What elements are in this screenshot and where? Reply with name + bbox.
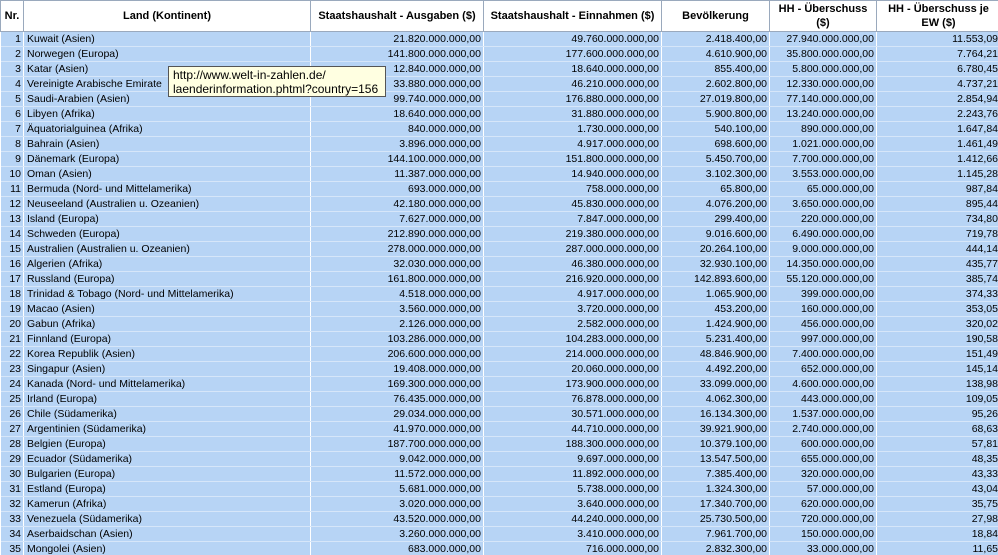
cell-nr[interactable]: 21 [1,332,24,347]
cell-nr[interactable]: 20 [1,317,24,332]
cell-land[interactable]: Kamerun (Afrika) [24,497,311,512]
cell-ueberschuss[interactable]: 890.000.000,00 [770,122,877,137]
cell-ausgaben[interactable]: 278.000.000.000,00 [311,242,484,257]
cell-ausgaben[interactable]: 3.560.000.000,00 [311,302,484,317]
header-ausgaben[interactable]: Staatshaushalt - Ausgaben ($) [311,1,484,32]
cell-ueberschuss-je-ew[interactable]: 48,35 [877,452,998,467]
cell-ueberschuss[interactable]: 57.000.000,00 [770,482,877,497]
cell-land[interactable]: Estland (Europa) [24,482,311,497]
cell-ausgaben[interactable]: 43.520.000.000,00 [311,512,484,527]
cell-bevoelkerung[interactable]: 540.100,00 [662,122,770,137]
cell-ueberschuss[interactable]: 5.800.000.000,00 [770,62,877,77]
cell-ueberschuss[interactable]: 77.140.000.000,00 [770,92,877,107]
table-row [1,242,998,257]
cell-ausgaben[interactable]: 161.800.000.000,00 [311,272,484,287]
cell-ueberschuss[interactable]: 220.000.000,00 [770,212,877,227]
cell-land[interactable]: Gabun (Afrika) [24,317,311,332]
cell-ueberschuss[interactable]: 443.000.000,00 [770,392,877,407]
table-row [1,62,998,77]
cell-ueberschuss[interactable]: 620.000.000,00 [770,497,877,512]
cell-ausgaben[interactable]: 29.034.000.000,00 [311,407,484,422]
cell-land[interactable]: Vereinigte Arabische Emirate [24,77,311,92]
cell-nr[interactable]: 11 [1,182,24,197]
cell-ueberschuss[interactable]: 720.000.000,00 [770,512,877,527]
cell-nr[interactable]: 10 [1,167,24,182]
cell-land[interactable]: Finnland (Europa) [24,332,311,347]
cell-ausgaben[interactable]: 12.840.000.000,00 [311,62,484,77]
cell-einnahmen[interactable]: 4.917.000.000,00 [484,137,662,152]
cell-ausgaben[interactable]: 169.300.000.000,00 [311,377,484,392]
cell-ausgaben[interactable]: 141.800.000.000,00 [311,47,484,62]
cell-einnahmen[interactable]: 177.600.000.000,00 [484,47,662,62]
cell-ueberschuss[interactable]: 65.000.000,00 [770,182,877,197]
cell-ueberschuss-je-ew[interactable]: 1.412,66 [877,152,998,167]
cell-bevoelkerung[interactable]: 27.019.800,00 [662,92,770,107]
cell-ausgaben[interactable]: 32.030.000.000,00 [311,257,484,272]
cell-land[interactable]: Island (Europa) [24,212,311,227]
cell-einnahmen[interactable]: 9.697.000.000,00 [484,452,662,467]
cell-ausgaben[interactable]: 33.880.000.000,00 [311,77,484,92]
cell-land[interactable]: Ecuador (Südamerika) [24,452,311,467]
cell-land[interactable]: Kanada (Nord- und Mittelamerika) [24,377,311,392]
cell-land[interactable]: Schweden (Europa) [24,227,311,242]
header-ueberschuss-je-ew-line1: HH - Überschuss je [888,3,989,15]
cell-einnahmen[interactable]: 216.920.000.000,00 [484,272,662,287]
header-ueberschuss-je-ew[interactable] [877,1,998,32]
cell-ausgaben[interactable]: 9.042.000.000,00 [311,452,484,467]
cell-ausgaben[interactable]: 144.100.000.000,00 [311,152,484,167]
table-row [1,542,998,555]
table-row [1,107,998,122]
cell-land[interactable]: Korea Republik (Asien) [24,347,311,362]
table-row [1,137,998,152]
cell-land[interactable]: Kuwait (Asien) [24,32,311,47]
cell-ueberschuss-je-ew[interactable]: 444,14 [877,242,998,257]
cell-ueberschuss-je-ew[interactable]: 35,75 [877,497,998,512]
cell-einnahmen[interactable]: 46.380.000.000,00 [484,257,662,272]
cell-nr[interactable]: 16 [1,257,24,272]
cell-ueberschuss-je-ew[interactable]: 734,80 [877,212,998,227]
cell-bevoelkerung[interactable]: 4.492.200,00 [662,362,770,377]
cell-nr[interactable]: 26 [1,407,24,422]
cell-ueberschuss-je-ew[interactable]: 385,74 [877,272,998,287]
cell-nr[interactable]: 17 [1,272,24,287]
cell-einnahmen[interactable]: 173.900.000.000,00 [484,377,662,392]
cell-ausgaben[interactable]: 19.408.000.000,00 [311,362,484,377]
cell-land[interactable]: Venezuela (Südamerika) [24,512,311,527]
cell-bevoelkerung[interactable]: 4.076.200,00 [662,197,770,212]
cell-einnahmen[interactable]: 1.730.000.000,00 [484,122,662,137]
cell-ausgaben[interactable]: 2.126.000.000,00 [311,317,484,332]
cell-nr[interactable]: 18 [1,287,24,302]
cell-bevoelkerung[interactable]: 48.846.900,00 [662,347,770,362]
cell-nr[interactable]: 31 [1,482,24,497]
table-row [1,422,998,437]
table-row [1,212,998,227]
cell-einnahmen[interactable]: 14.940.000.000,00 [484,167,662,182]
cell-ueberschuss-je-ew[interactable]: 719,78 [877,227,998,242]
header-ueberschuss[interactable] [770,1,877,32]
cell-ueberschuss-je-ew[interactable]: 435,77 [877,257,998,272]
table-row [1,392,998,407]
cell-ueberschuss-je-ew[interactable]: 11,65 [877,542,998,555]
cell-ueberschuss-je-ew[interactable]: 43,04 [877,482,998,497]
cell-bevoelkerung[interactable]: 299.400,00 [662,212,770,227]
cell-ausgaben[interactable]: 206.600.000.000,00 [311,347,484,362]
cell-ausgaben[interactable]: 4.518.000.000,00 [311,287,484,302]
cell-ueberschuss[interactable]: 600.000.000,00 [770,437,877,452]
cell-ueberschuss[interactable]: 35.800.000.000,00 [770,47,877,62]
cell-nr[interactable]: 19 [1,302,24,317]
cell-ausgaben[interactable]: 76.435.000.000,00 [311,392,484,407]
cell-ueberschuss[interactable]: 320.000.000,00 [770,467,877,482]
cell-bevoelkerung[interactable]: 2.832.300,00 [662,542,770,555]
cell-ueberschuss[interactable]: 655.000.000,00 [770,452,877,467]
cell-ueberschuss[interactable]: 27.940.000.000,00 [770,32,877,47]
cell-einnahmen[interactable]: 76.878.000.000,00 [484,392,662,407]
cell-ausgaben[interactable]: 21.820.000.000,00 [311,32,484,47]
cell-ausgaben[interactable]: 7.627.000.000,00 [311,212,484,227]
cell-nr[interactable]: 12 [1,197,24,212]
cell-ausgaben[interactable]: 187.700.000.000,00 [311,437,484,452]
cell-ueberschuss-je-ew[interactable]: 4.737,21 [877,77,998,92]
cell-ueberschuss-je-ew[interactable]: 374,33 [877,287,998,302]
cell-ueberschuss[interactable]: 997.000.000,00 [770,332,877,347]
header-ueberschuss-line1: HH - Überschuss [778,3,868,15]
cell-ueberschuss[interactable]: 1.537.000.000,00 [770,407,877,422]
cell-ueberschuss-je-ew[interactable]: 987,84 [877,182,998,197]
table-row [1,47,998,62]
cell-nr[interactable]: 6 [1,107,24,122]
cell-bevoelkerung[interactable]: 65.800,00 [662,182,770,197]
table-row [1,482,998,497]
cell-ausgaben[interactable]: 5.681.000.000,00 [311,482,484,497]
table-row [1,167,998,182]
cell-bevoelkerung[interactable]: 142.893.600,00 [662,272,770,287]
cell-ueberschuss-je-ew[interactable]: 2.854,94 [877,92,998,107]
cell-land[interactable]: Oman (Asien) [24,167,311,182]
cell-einnahmen[interactable]: 44.710.000.000,00 [484,422,662,437]
cell-land[interactable]: Norwegen (Europa) [24,47,311,62]
cell-ausgaben[interactable]: 41.970.000.000,00 [311,422,484,437]
cell-ueberschuss-je-ew[interactable]: 1.461,49 [877,137,998,152]
cell-bevoelkerung[interactable]: 10.379.100,00 [662,437,770,452]
cell-ueberschuss[interactable]: 14.350.000.000,00 [770,257,877,272]
link-tooltip [168,66,386,97]
table-row [1,437,998,452]
cell-nr[interactable]: 8 [1,137,24,152]
cell-nr[interactable]: 32 [1,497,24,512]
table-row [1,152,998,167]
cell-ueberschuss-je-ew[interactable]: 43,33 [877,467,998,482]
table-row [1,272,998,287]
cell-bevoelkerung[interactable]: 2.418.400,00 [662,32,770,47]
cell-ueberschuss-je-ew[interactable]: 1.647,84 [877,122,998,137]
cell-ueberschuss-je-ew[interactable]: 7.764,21 [877,47,998,62]
cell-ueberschuss-je-ew[interactable]: 27,98 [877,512,998,527]
cell-ueberschuss[interactable]: 7.700.000.000,00 [770,152,877,167]
cell-ausgaben[interactable]: 3.260.000.000,00 [311,527,484,542]
cell-einnahmen[interactable]: 46.210.000.000,00 [484,77,662,92]
cell-ausgaben[interactable]: 103.286.000.000,00 [311,332,484,347]
cell-einnahmen[interactable]: 4.917.000.000,00 [484,287,662,302]
table-row [1,257,998,272]
table-body [1,32,998,555]
cell-ueberschuss[interactable]: 160.000.000,00 [770,302,877,317]
cell-einnahmen[interactable]: 2.582.000.000,00 [484,317,662,332]
cell-land[interactable]: Australien (Australien u. Ozeanien) [24,242,311,257]
table-row [1,122,998,137]
table-row [1,182,998,197]
cell-einnahmen[interactable]: 287.000.000.000,00 [484,242,662,257]
cell-einnahmen[interactable]: 18.640.000.000,00 [484,62,662,77]
table-row [1,452,998,467]
header-bevoelkerung[interactable]: Bevölkerung [662,1,770,32]
cell-bevoelkerung[interactable]: 5.450.700,00 [662,152,770,167]
cell-nr[interactable]: 4 [1,77,24,92]
cell-nr[interactable]: 1 [1,32,24,47]
cell-land[interactable]: Aserbaidschan (Asien) [24,527,311,542]
cell-ausgaben[interactable]: 11.572.000.000,00 [311,467,484,482]
cell-nr[interactable]: 3 [1,62,24,77]
header-ueberschuss-je-ew-line2: EW ($) [921,17,956,29]
cell-bevoelkerung[interactable]: 20.264.100,00 [662,242,770,257]
cell-land[interactable]: Algerien (Afrika) [24,257,311,272]
cell-land[interactable]: Singapur (Asien) [24,362,311,377]
cell-einnahmen[interactable]: 20.060.000.000,00 [484,362,662,377]
table-row [1,497,998,512]
cell-bevoelkerung[interactable]: 9.016.600,00 [662,227,770,242]
cell-nr[interactable]: 13 [1,212,24,227]
cell-bevoelkerung[interactable]: 1.324.300,00 [662,482,770,497]
cell-ueberschuss[interactable]: 9.000.000.000,00 [770,242,877,257]
table-row [1,332,998,347]
cell-ueberschuss[interactable]: 3.553.000.000,00 [770,167,877,182]
cell-bevoelkerung[interactable]: 39.921.900,00 [662,422,770,437]
cell-nr[interactable]: 24 [1,377,24,392]
cell-einnahmen[interactable]: 3.640.000.000,00 [484,497,662,512]
cell-einnahmen[interactable]: 45.830.000.000,00 [484,197,662,212]
cell-ueberschuss[interactable]: 150.000.000,00 [770,527,877,542]
cell-land[interactable]: Russland (Europa) [24,272,311,287]
cell-nr[interactable]: 14 [1,227,24,242]
cell-nr[interactable]: 29 [1,452,24,467]
cell-einnahmen[interactable]: 716.000.000,00 [484,542,662,555]
cell-einnahmen[interactable]: 7.847.000.000,00 [484,212,662,227]
header-row [1,1,998,32]
cell-einnahmen[interactable]: 214.000.000.000,00 [484,347,662,362]
cell-land[interactable]: Trinidad & Tobago (Nord- und Mittelamerika) [24,287,311,302]
cell-ueberschuss-je-ew[interactable]: 95,26 [877,407,998,422]
cell-bevoelkerung[interactable]: 32.930.100,00 [662,257,770,272]
cell-einnahmen[interactable]: 5.738.000.000,00 [484,482,662,497]
table-row [1,32,998,47]
cell-bevoelkerung[interactable]: 1.065.900,00 [662,287,770,302]
cell-land[interactable]: Irland (Europa) [24,392,311,407]
table-row [1,287,998,302]
cell-land[interactable]: Libyen (Afrika) [24,107,311,122]
cell-bevoelkerung[interactable]: 855.400,00 [662,62,770,77]
cell-einnahmen[interactable]: 49.760.000.000,00 [484,32,662,47]
cell-ueberschuss[interactable]: 456.000.000,00 [770,317,877,332]
cell-ueberschuss[interactable]: 4.600.000.000,00 [770,377,877,392]
cell-ueberschuss[interactable]: 55.120.000.000,00 [770,272,877,287]
table-header [1,1,998,32]
cell-ueberschuss-je-ew[interactable]: 6.780,45 [877,62,998,77]
cell-nr[interactable]: 25 [1,392,24,407]
cell-ueberschuss[interactable]: 3.650.000.000,00 [770,197,877,212]
cell-land[interactable]: Chile (Südamerika) [24,407,311,422]
cell-ueberschuss-je-ew[interactable]: 145,14 [877,362,998,377]
cell-bevoelkerung[interactable]: 7.385.400,00 [662,467,770,482]
cell-land[interactable]: Bermuda (Nord- und Mittelamerika) [24,182,311,197]
cell-einnahmen[interactable]: 176.880.000.000,00 [484,92,662,107]
cell-bevoelkerung[interactable]: 3.102.300,00 [662,167,770,182]
table-row [1,302,998,317]
cell-land[interactable]: Macao (Asien) [24,302,311,317]
cell-ueberschuss-je-ew[interactable]: 18,84 [877,527,998,542]
cell-land[interactable]: Mongolei (Asien) [24,542,311,555]
table-row [1,362,998,377]
cell-ueberschuss[interactable]: 6.490.000.000,00 [770,227,877,242]
cell-einnahmen[interactable]: 3.720.000.000,00 [484,302,662,317]
cell-land[interactable]: Bahrain (Asien) [24,137,311,152]
cell-ueberschuss[interactable]: 33.000.000,00 [770,542,877,555]
cell-ausgaben[interactable]: 99.740.000.000,00 [311,92,484,107]
cell-einnahmen[interactable]: 3.410.000.000,00 [484,527,662,542]
cell-bevoelkerung[interactable]: 2.602.800,00 [662,77,770,92]
cell-ausgaben[interactable]: 212.890.000.000,00 [311,227,484,242]
table-row [1,197,998,212]
cell-ueberschuss-je-ew[interactable]: 11.553,09 [877,32,998,47]
cell-bevoelkerung[interactable]: 33.099.000,00 [662,377,770,392]
cell-nr[interactable]: 34 [1,527,24,542]
cell-nr[interactable]: 28 [1,437,24,452]
cell-land[interactable]: Dänemark (Europa) [24,152,311,167]
cell-nr[interactable]: 23 [1,362,24,377]
tooltip-line-1: http://www.welt-in-zahlen.de/ [173,68,326,82]
cell-land[interactable]: Bulgarien (Europa) [24,467,311,482]
table-row [1,377,998,392]
header-ueberschuss-line2: ($) [816,17,830,29]
cell-einnahmen[interactable]: 104.283.000.000,00 [484,332,662,347]
cell-land[interactable]: Katar (Asien) [24,62,311,77]
cell-einnahmen[interactable]: 151.800.000.000,00 [484,152,662,167]
cell-ausgaben[interactable]: 42.180.000.000,00 [311,197,484,212]
cell-land[interactable]: Neuseeland (Australien u. Ozeanien) [24,197,311,212]
cell-ueberschuss[interactable]: 399.000.000,00 [770,287,877,302]
cell-bevoelkerung[interactable]: 17.340.700,00 [662,497,770,512]
cell-bevoelkerung[interactable]: 698.600,00 [662,137,770,152]
cell-ueberschuss[interactable]: 12.330.000.000,00 [770,77,877,92]
cell-ueberschuss-je-ew[interactable]: 320,02 [877,317,998,332]
cell-einnahmen[interactable]: 11.892.000.000,00 [484,467,662,482]
cell-einnahmen[interactable]: 219.380.000.000,00 [484,227,662,242]
cell-nr[interactable]: 22 [1,347,24,362]
cell-ausgaben[interactable]: 11.387.000.000,00 [311,167,484,182]
table-row [1,92,998,107]
cell-einnahmen[interactable]: 188.300.000.000,00 [484,437,662,452]
cell-ueberschuss[interactable]: 1.021.000.000,00 [770,137,877,152]
cell-nr[interactable]: 7 [1,122,24,137]
header-nr[interactable]: Nr. [1,1,24,32]
cell-ueberschuss-je-ew[interactable]: 68,63 [877,422,998,437]
cell-ausgaben[interactable]: 683.000.000,00 [311,542,484,555]
table-row [1,407,998,422]
cell-ausgaben[interactable]: 3.020.000.000,00 [311,497,484,512]
cell-land[interactable]: Saudi-Arabien (Asien) [24,92,311,107]
cell-bevoelkerung[interactable]: 453.200,00 [662,302,770,317]
cell-bevoelkerung[interactable]: 4.610.900,00 [662,47,770,62]
cell-ueberschuss-je-ew[interactable]: 109,05 [877,392,998,407]
table-row [1,77,998,92]
table-row [1,347,998,362]
cell-ausgaben[interactable]: 3.896.000.000,00 [311,137,484,152]
cell-ueberschuss[interactable]: 13.240.000.000,00 [770,107,877,122]
cell-nr[interactable]: 30 [1,467,24,482]
cell-bevoelkerung[interactable]: 4.062.300,00 [662,392,770,407]
header-land[interactable]: Land (Kontinent) [24,1,311,32]
cell-land[interactable]: Belgien (Europa) [24,437,311,452]
cell-bevoelkerung[interactable]: 5.231.400,00 [662,332,770,347]
cell-nr[interactable]: 27 [1,422,24,437]
table-row [1,227,998,242]
cell-nr[interactable]: 33 [1,512,24,527]
table-row [1,512,998,527]
cell-nr[interactable]: 35 [1,542,24,555]
cell-bevoelkerung[interactable]: 7.961.700,00 [662,527,770,542]
cell-ausgaben[interactable]: 840.000.000,00 [311,122,484,137]
cell-nr[interactable]: 9 [1,152,24,167]
header-einnahmen[interactable]: Staatshaushalt - Einnahmen ($) [484,1,662,32]
cell-ueberschuss-je-ew[interactable]: 2.243,76 [877,107,998,122]
cell-ueberschuss-je-ew[interactable]: 151,49 [877,347,998,362]
cell-nr[interactable]: 2 [1,47,24,62]
cell-nr[interactable]: 5 [1,92,24,107]
cell-ueberschuss-je-ew[interactable]: 190,58 [877,332,998,347]
cell-ueberschuss[interactable]: 2.740.000.000,00 [770,422,877,437]
cell-einnahmen[interactable]: 30.571.000.000,00 [484,407,662,422]
cell-bevoelkerung[interactable]: 25.730.500,00 [662,512,770,527]
cell-ausgaben[interactable]: 693.000.000,00 [311,182,484,197]
cell-bevoelkerung[interactable]: 5.900.800,00 [662,107,770,122]
cell-bevoelkerung[interactable]: 13.547.500,00 [662,452,770,467]
cell-bevoelkerung[interactable]: 1.424.900,00 [662,317,770,332]
tooltip-line-2: laenderinformation.phtml?country=156 [173,82,379,96]
cell-ueberschuss[interactable]: 652.000.000,00 [770,362,877,377]
cell-einnahmen[interactable]: 31.880.000.000,00 [484,107,662,122]
cell-ausgaben[interactable]: 18.640.000.000,00 [311,107,484,122]
cell-ueberschuss-je-ew[interactable]: 1.145,28 [877,167,998,182]
table-row [1,317,998,332]
table-row [1,527,998,542]
cell-einnahmen[interactable]: 758.000.000,00 [484,182,662,197]
table-row [1,467,998,482]
cell-bevoelkerung[interactable]: 16.134.300,00 [662,407,770,422]
cell-ueberschuss-je-ew[interactable]: 895,44 [877,197,998,212]
cell-ueberschuss[interactable]: 7.400.000.000,00 [770,347,877,362]
cell-nr[interactable]: 15 [1,242,24,257]
cell-land[interactable]: Argentinien (Südamerika) [24,422,311,437]
cell-ueberschuss-je-ew[interactable]: 138,98 [877,377,998,392]
cell-ueberschuss-je-ew[interactable]: 353,05 [877,302,998,317]
cell-ueberschuss-je-ew[interactable]: 57,81 [877,437,998,452]
cell-einnahmen[interactable]: 44.240.000.000,00 [484,512,662,527]
cell-land[interactable]: Äquatorialguinea (Afrika) [24,122,311,137]
